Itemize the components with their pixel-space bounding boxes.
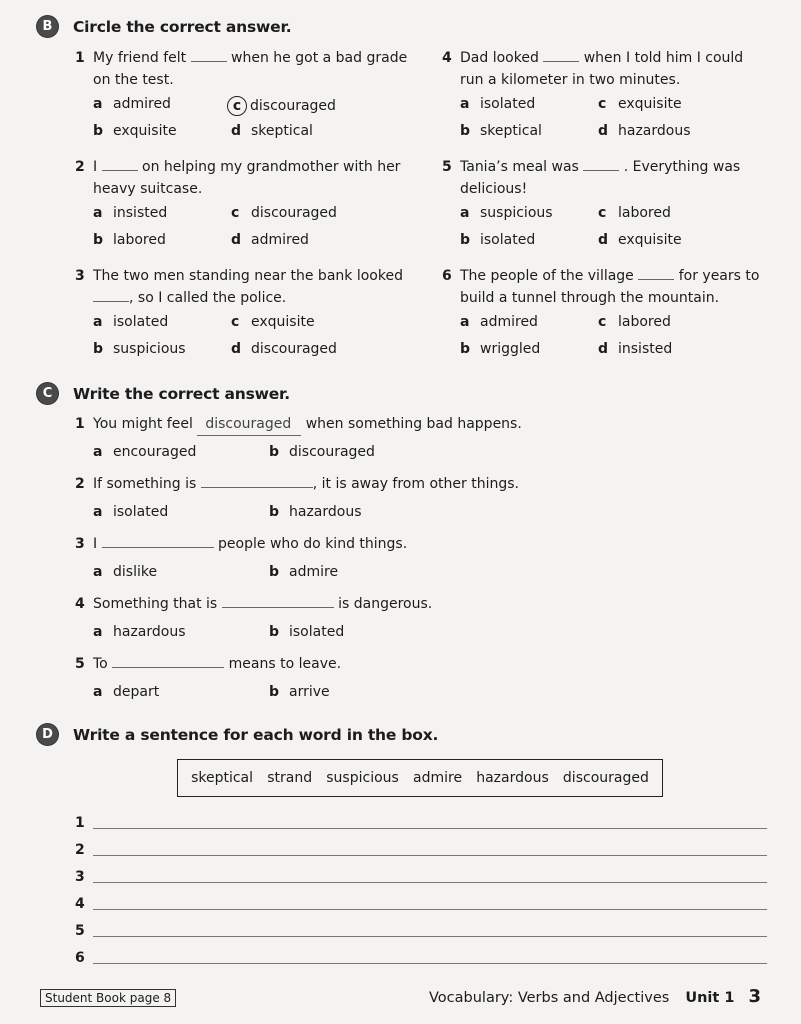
writing-rule bbox=[93, 909, 767, 910]
question-text: when I told him I could bbox=[583, 50, 744, 66]
answer-option[interactable] bbox=[93, 564, 157, 580]
option-text: exquisite bbox=[113, 123, 177, 139]
answer-option[interactable] bbox=[93, 232, 166, 248]
question-text: run a kilometer in two minutes. bbox=[460, 72, 681, 88]
question-text: when something bad happens. bbox=[305, 416, 522, 432]
option-letter: c bbox=[231, 205, 240, 221]
section-b-question bbox=[75, 156, 413, 200]
question-number: 4 bbox=[442, 50, 452, 66]
option-text: skeptical bbox=[251, 123, 313, 139]
answer-option[interactable] bbox=[460, 96, 535, 112]
section-d-header bbox=[37, 724, 438, 745]
question-text: The two men standing near the bank looked bbox=[93, 268, 403, 284]
answer-option[interactable] bbox=[460, 205, 553, 221]
option-text: isolated bbox=[480, 96, 536, 112]
section-d-title: Write a sentence for each word in the box. bbox=[73, 725, 439, 744]
writing-rule bbox=[93, 828, 767, 829]
option-text: labored bbox=[113, 232, 166, 248]
answer-blank[interactable] bbox=[102, 535, 214, 548]
section-c-question bbox=[75, 413, 522, 436]
answer-option[interactable] bbox=[269, 564, 338, 580]
option-text: hazardous bbox=[113, 624, 186, 640]
option-letter: a bbox=[93, 564, 103, 580]
answer-option[interactable] bbox=[93, 444, 196, 460]
option-text: hazardous bbox=[289, 504, 362, 520]
option-text: admire bbox=[289, 564, 339, 580]
question-text: , so I called the police. bbox=[129, 290, 287, 306]
option-text: labored bbox=[618, 205, 671, 221]
option-letter: a bbox=[93, 314, 103, 330]
answer-option[interactable] bbox=[460, 123, 542, 139]
question-text: when he got a bad grade bbox=[231, 50, 408, 66]
section-b-title: Circle the correct answer. bbox=[73, 17, 292, 36]
question-text: I bbox=[93, 536, 98, 552]
sentence-line[interactable] bbox=[75, 815, 767, 833]
option-letter: b bbox=[269, 624, 280, 640]
word-box-word: strand bbox=[267, 770, 313, 786]
answer-option[interactable] bbox=[231, 341, 337, 357]
option-text: skeptical bbox=[480, 123, 542, 139]
sentence-line[interactable] bbox=[75, 896, 767, 914]
question-number: 3 bbox=[75, 268, 85, 284]
option-letter: b bbox=[269, 444, 280, 460]
answer-option[interactable] bbox=[269, 504, 362, 520]
option-letter: b bbox=[460, 123, 471, 139]
answer-blank[interactable] bbox=[191, 49, 227, 62]
section-b-question bbox=[442, 265, 780, 309]
option-text: discouraged bbox=[289, 444, 375, 460]
section-b-question bbox=[442, 47, 780, 91]
question-text: , it is away from other things. bbox=[312, 476, 519, 492]
option-letter: c bbox=[598, 96, 607, 112]
footer-topic: Vocabulary: Verbs and Adjectives bbox=[429, 990, 670, 1006]
question-text: Something that is bbox=[93, 596, 218, 612]
question-text: on the test. bbox=[93, 72, 174, 88]
section-b-header bbox=[37, 16, 291, 37]
section-c-question bbox=[75, 533, 408, 555]
line-number: 1 bbox=[75, 815, 85, 831]
option-text: admired bbox=[113, 96, 171, 112]
question-text: delicious! bbox=[460, 181, 528, 197]
footer-unit: Unit 1 bbox=[685, 990, 735, 1006]
section-b-badge: B bbox=[37, 16, 58, 37]
option-text: discouraged bbox=[250, 98, 336, 114]
line-number: 6 bbox=[75, 950, 85, 966]
option-text: isolated bbox=[113, 314, 169, 330]
option-letter: a bbox=[460, 314, 470, 330]
option-text: discouraged bbox=[251, 341, 337, 357]
option-letter: b bbox=[460, 341, 471, 357]
answer-option[interactable] bbox=[598, 341, 672, 357]
line-number: 4 bbox=[75, 896, 85, 912]
option-text: exquisite bbox=[251, 314, 315, 330]
option-letter: d bbox=[598, 232, 609, 248]
question-text: To bbox=[93, 656, 108, 672]
answer-option[interactable] bbox=[460, 232, 535, 248]
question-text: for years to bbox=[678, 268, 760, 284]
section-c-question bbox=[75, 473, 519, 495]
question-text: means to leave. bbox=[228, 656, 342, 672]
answer-blank[interactable] bbox=[93, 289, 129, 302]
section-b-question bbox=[442, 156, 780, 200]
option-letter: a bbox=[460, 205, 470, 221]
answer-option[interactable] bbox=[231, 314, 315, 330]
question-text: heavy suitcase. bbox=[93, 181, 203, 197]
option-letter: a bbox=[93, 504, 103, 520]
section-c-badge: C bbox=[37, 383, 58, 404]
option-letter: d bbox=[231, 123, 242, 139]
filled-answer[interactable]: discouraged bbox=[197, 413, 301, 436]
option-text: encouraged bbox=[113, 444, 197, 460]
option-text: insisted bbox=[113, 205, 168, 221]
section-b-question bbox=[75, 47, 413, 91]
option-text: hazardous bbox=[618, 123, 691, 139]
answer-option[interactable] bbox=[598, 314, 671, 330]
answer-option[interactable] bbox=[93, 684, 159, 700]
option-letter: d bbox=[231, 232, 242, 248]
option-text: isolated bbox=[289, 624, 345, 640]
option-text: depart bbox=[113, 684, 160, 700]
student-book-reference: Student Book page 8 bbox=[40, 989, 176, 1007]
section-c-question bbox=[75, 593, 433, 615]
option-letter: b bbox=[93, 123, 104, 139]
option-text: insisted bbox=[618, 341, 673, 357]
option-text: exquisite bbox=[618, 232, 682, 248]
answer-option[interactable] bbox=[93, 624, 186, 640]
page-number: 3 bbox=[748, 986, 761, 1007]
answer-option[interactable] bbox=[598, 123, 691, 139]
answer-option[interactable] bbox=[269, 684, 330, 700]
option-text: isolated bbox=[480, 232, 536, 248]
option-letter: a bbox=[93, 96, 103, 112]
option-letter: c bbox=[598, 314, 607, 330]
writing-rule bbox=[93, 963, 767, 964]
answer-blank[interactable] bbox=[543, 49, 579, 62]
answer-option[interactable] bbox=[231, 96, 336, 116]
writing-rule bbox=[93, 936, 767, 937]
answer-blank[interactable] bbox=[112, 655, 224, 668]
option-letter: d bbox=[598, 341, 609, 357]
option-letter: a bbox=[93, 624, 103, 640]
answer-blank[interactable] bbox=[583, 158, 619, 171]
line-number: 3 bbox=[75, 869, 85, 885]
option-letter: b bbox=[269, 504, 280, 520]
question-text: . Everything was bbox=[623, 159, 741, 175]
answer-option[interactable] bbox=[269, 624, 344, 640]
question-number: 4 bbox=[75, 596, 85, 612]
answer-option[interactable] bbox=[93, 504, 168, 520]
section-c-header bbox=[37, 383, 290, 404]
answer-blank[interactable] bbox=[201, 475, 313, 488]
sentence-line[interactable] bbox=[75, 923, 767, 941]
option-text: admired bbox=[480, 314, 538, 330]
option-text: discouraged bbox=[251, 205, 337, 221]
question-text: people who do kind things. bbox=[218, 536, 408, 552]
section-c-title: Write the correct answer. bbox=[73, 384, 290, 403]
answer-option[interactable] bbox=[93, 314, 168, 330]
answer-option[interactable] bbox=[231, 205, 337, 221]
question-text: You might feel bbox=[93, 416, 193, 432]
sentence-line[interactable] bbox=[75, 842, 767, 860]
question-number: 6 bbox=[442, 268, 452, 284]
option-text: dislike bbox=[113, 564, 158, 580]
option-letter: b bbox=[269, 564, 280, 580]
option-letter: c bbox=[231, 314, 240, 330]
sentence-line[interactable] bbox=[75, 869, 767, 887]
word-box-word: discouraged bbox=[562, 770, 649, 786]
option-letter: a bbox=[460, 96, 470, 112]
answer-blank[interactable] bbox=[638, 267, 674, 280]
option-text: suspicious bbox=[113, 341, 186, 357]
question-number: 5 bbox=[75, 656, 85, 672]
question-text: Dad looked bbox=[460, 50, 539, 66]
answer-option[interactable] bbox=[460, 341, 540, 357]
question-text: is dangerous. bbox=[338, 596, 433, 612]
option-letter: a bbox=[93, 205, 103, 221]
answer-option[interactable] bbox=[93, 341, 186, 357]
answer-option[interactable] bbox=[93, 96, 171, 112]
line-number: 5 bbox=[75, 923, 85, 939]
question-number: 3 bbox=[75, 536, 85, 552]
word-box-word: admire bbox=[413, 770, 463, 786]
writing-rule bbox=[93, 882, 767, 883]
option-letter: a bbox=[93, 444, 103, 460]
circled-letter: c bbox=[227, 96, 247, 116]
answer-option[interactable] bbox=[460, 314, 538, 330]
answer-option[interactable] bbox=[598, 232, 682, 248]
option-text: suspicious bbox=[480, 205, 553, 221]
question-number: 2 bbox=[75, 476, 85, 492]
option-text: exquisite bbox=[618, 96, 682, 112]
option-text: wriggled bbox=[480, 341, 541, 357]
writing-rule bbox=[93, 855, 767, 856]
section-c-question bbox=[75, 653, 342, 675]
option-text: isolated bbox=[113, 504, 169, 520]
section-d-badge: D bbox=[37, 724, 58, 745]
word-box-word: hazardous bbox=[476, 770, 549, 786]
word-box-word: suspicious bbox=[326, 770, 399, 786]
question-number: 1 bbox=[75, 50, 85, 66]
option-letter: a bbox=[93, 684, 103, 700]
question-number: 1 bbox=[75, 416, 85, 432]
question-text: If something is bbox=[93, 476, 197, 492]
question-number: 2 bbox=[75, 159, 85, 175]
question-text: on helping my grandmother with her bbox=[142, 159, 401, 175]
option-letter: b bbox=[460, 232, 471, 248]
option-text: arrive bbox=[289, 684, 330, 700]
answer-option[interactable] bbox=[269, 444, 375, 460]
sentence-line[interactable] bbox=[75, 950, 767, 968]
answer-option[interactable] bbox=[598, 205, 671, 221]
option-text: labored bbox=[618, 314, 671, 330]
footer-info bbox=[429, 986, 761, 1007]
option-letter: d bbox=[231, 341, 242, 357]
option-letter: d bbox=[598, 123, 609, 139]
answer-option[interactable] bbox=[231, 232, 309, 248]
question-number: 5 bbox=[442, 159, 452, 175]
option-letter: b bbox=[269, 684, 280, 700]
option-letter: c bbox=[598, 205, 607, 221]
answer-option[interactable] bbox=[93, 205, 167, 221]
question-text: I bbox=[93, 159, 98, 175]
answer-option[interactable] bbox=[598, 96, 682, 112]
option-letter: b bbox=[93, 232, 104, 248]
question-text: build a tunnel through the mountain. bbox=[460, 290, 720, 306]
line-number: 2 bbox=[75, 842, 85, 858]
section-b-question bbox=[75, 265, 413, 309]
question-text: Tania’s meal was bbox=[460, 159, 579, 175]
question-text: My friend felt bbox=[93, 50, 187, 66]
answer-option[interactable] bbox=[231, 123, 313, 139]
answer-blank[interactable] bbox=[102, 158, 138, 171]
question-text: The people of the village bbox=[460, 268, 634, 284]
word-box-word: skeptical bbox=[191, 770, 254, 786]
word-box bbox=[177, 759, 663, 797]
option-text: admired bbox=[251, 232, 309, 248]
option-letter: b bbox=[93, 341, 104, 357]
answer-option[interactable] bbox=[93, 123, 177, 139]
answer-blank[interactable] bbox=[222, 595, 334, 608]
